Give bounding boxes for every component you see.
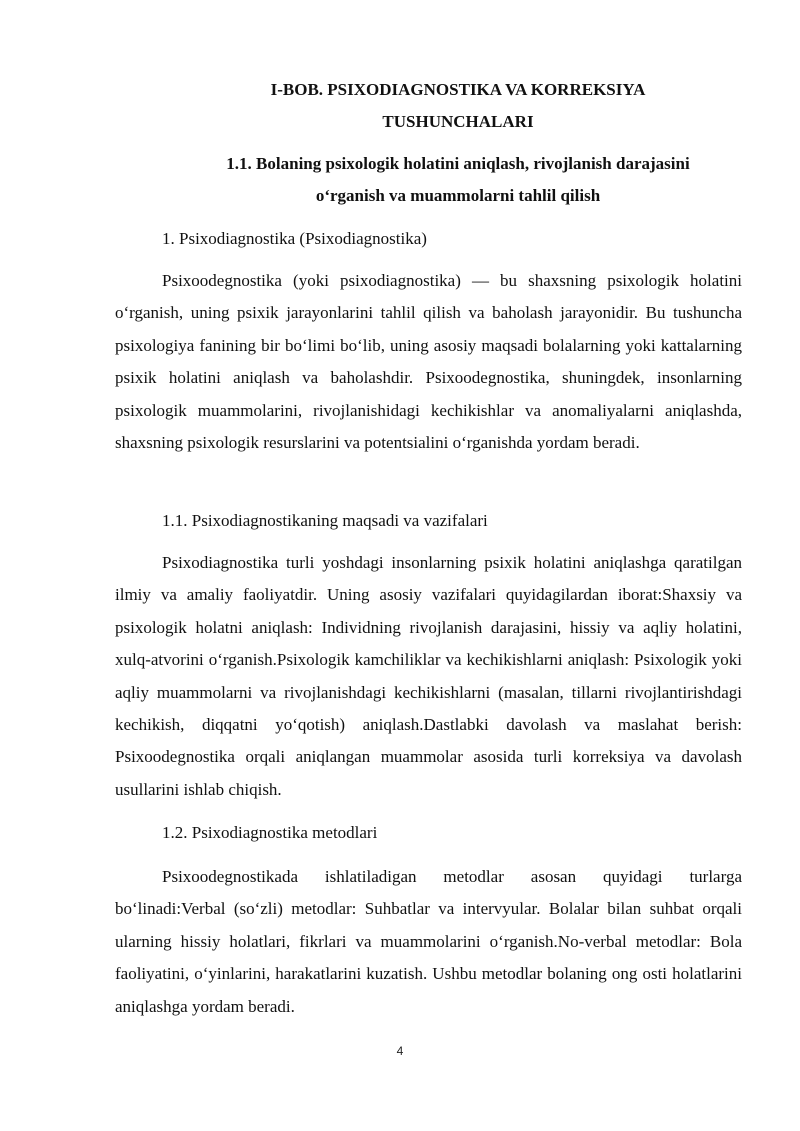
subheading-psixodiagnostika: 1. Psixodiagnostika (Psixodiagnostika) bbox=[162, 229, 427, 248]
paragraph-vazifalar: Psixodiagnostika turli yoshdagi insonlarning psixik holatini aniqlashga qaratilgan ilmiy va amaliy faoliyatdir. Uning asosiy vazifalari quyidagilardan iborat:Shaxsiy va psixologik holatni aniqlash: Individning rivojlanish darajasini, hissiy va aqliy holatini, xulq-atvorini o‘rganish.Psixologik kamchiliklar va kechikishlarni aniqlash: Psixologik yoki aqliy muammolarni va rivojlanishdagi kechikishlarni (masalan, tillarni rivojlantirishdagi kechikish, diqqatni yo‘qotish) aniqlash.Dastlabki davolash va maslahat berish: Psixoodegnostika orqali aniqlangan muammolar asosida turli korreksiya va davolash usullarini ishlab chiqish. bbox=[115, 553, 742, 799]
page-number: 4 bbox=[396, 1044, 404, 1058]
subheading-metodlar: 1.2. Psixodiagnostika metodlari bbox=[162, 823, 378, 842]
section-title bbox=[115, 148, 741, 212]
paragraph-definition: Psixoodegnostika (yoki psixodiagnostika) — bu shaxsning psixologik holatini o‘rganish, uning psixik jarayonlarini tahlil qilish va baholash jarayonidir. Bu tushuncha psixologiya fanining bir bo‘limi bo‘lib, uning asosiy maqsadi bolalarning yoki kattalarning psixik holatini aniqlash va baholashdir. Psixoodegnostika, shuningdek, insonlarning psixologik muammolarini, rivojlanishidagi kechikishlar va anomaliyalarni aniqlashda, shaxsning psixologik resurslarini va potentsialini o‘rganishda yordam beradi. bbox=[115, 271, 742, 453]
chapter-title-line2: TUSHUNCHALARI bbox=[382, 112, 534, 131]
chapter-title bbox=[115, 74, 741, 138]
paragraph-metodlar: Psixoodegnostikada ishlatiladigan metodlar asosan quyidagi turlarga bo‘linadi:Verbal (so‘zli) metodlar: Suhbatlar va intervyular. Bolalar bilan suhbat orqali ularning hissiy holatlari, fikrlari va muammolarini o‘rganish.No-verbal metodlar: Bola faoliyatini, o‘yinlarini, harakatlarini kuzatish. Ushbu metodlar bolaning ong osti holatlarini aniqlashga yordam beradi. bbox=[115, 867, 742, 1016]
section-title-line2: o‘rganish va muammolarni tahlil qilish bbox=[315, 186, 601, 205]
subheading-maqsad-vazifalar: 1.1. Psixodiagnostikaning maqsadi va vazifalari bbox=[162, 511, 488, 530]
section-title-line1: 1.1. Bolaning psixologik holatini aniqlash, rivojlanish darajasini bbox=[226, 154, 690, 173]
chapter-title-line1: I-BOB. PSIXODIAGNOSTIKA VA KORREKSIYA bbox=[270, 80, 646, 99]
